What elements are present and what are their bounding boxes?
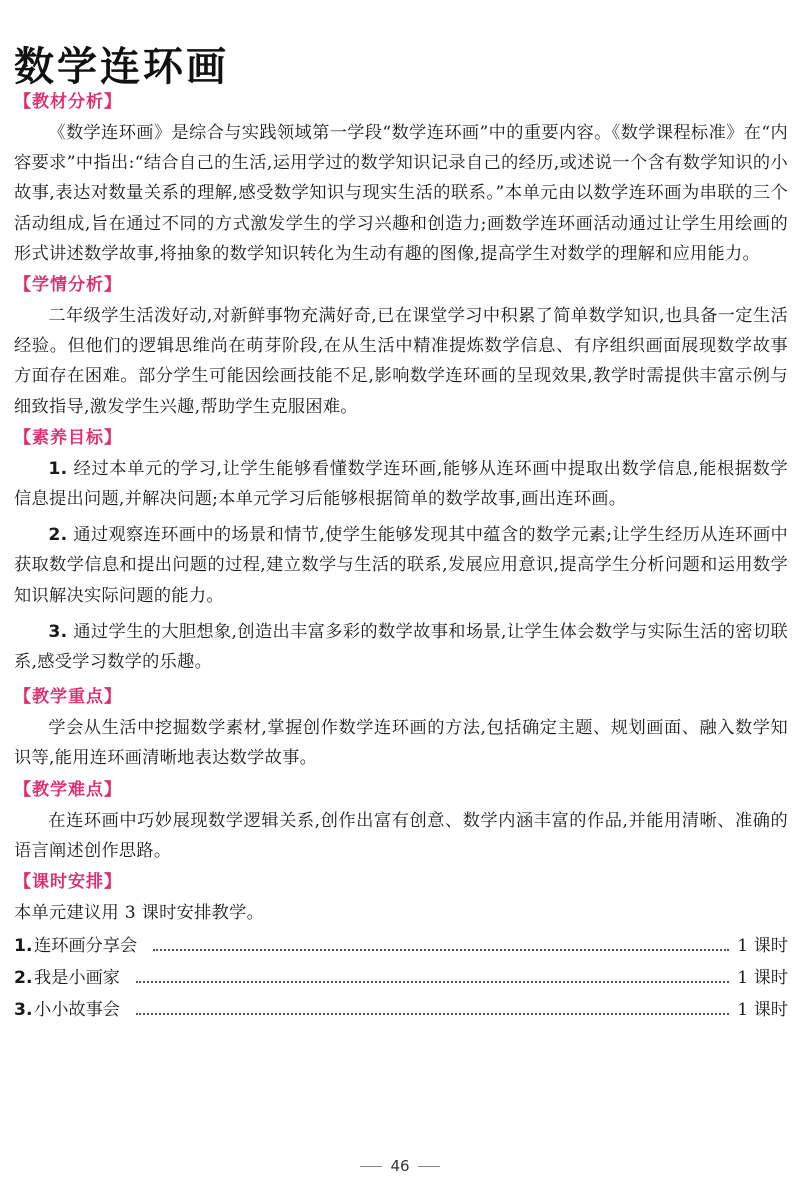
difficulties-paragraph: 在连环画中巧妙展现数学逻辑关系,创作出富有创意、数学内涵丰富的作品,并能用清晰、准确的语言阐述创作思路。 [14, 810, 788, 861]
schedule-duration: 1 课时 [737, 936, 788, 957]
section-label-textbook-analysis: 【教材分析】 [14, 92, 122, 112]
goal-item [14, 454, 788, 514]
section-teaching-difficulties [14, 776, 788, 866]
leader-dots [136, 980, 729, 983]
page-title: 数学连环画 [14, 43, 229, 90]
goal-item [14, 520, 788, 611]
goal-text: 经过本单元的学习,让学生能够看懂数学连环画,能够从连环画中提取出数学信息,能根据数学信息提出问题,并解决问题;本单元学习后能够根据简单的数学故事,画出连环画。 [14, 458, 789, 510]
schedule-list [14, 930, 788, 1026]
goal-text: 通过学生的大胆想象,创造出丰富多彩的数学故事和场景,让学生体会数学与实际生活的密切联系,感受学习数学的乐趣。 [14, 621, 789, 673]
schedule-row [14, 962, 788, 994]
footer-dash-right [418, 1166, 440, 1167]
schedule-duration: 1 课时 [737, 1000, 788, 1021]
schedule-row [14, 930, 788, 962]
section-label-key-points: 【教学重点】 [14, 687, 122, 708]
leader-dots [153, 948, 729, 951]
content [14, 88, 788, 1026]
schedule-number: 1. [14, 936, 33, 957]
section-label-schedule: 【课时安排】 [14, 872, 122, 893]
schedule-number: 2. [14, 968, 33, 989]
section-teaching-key-points [14, 683, 788, 773]
section-label-student-analysis: 【学情分析】 [14, 275, 122, 296]
schedule-lesson-name: 连环画分享会 [34, 936, 138, 957]
goal-number: 2. [48, 525, 68, 546]
schedule-row [14, 994, 788, 1026]
textbook-analysis-paragraph: 《数学连环画》是综合与实践领域第一学段“数学连环画”中的重要内容。《数学课程标准》在“内容要求”中指出:“结合自己的生活,运用学过的数学知识记录自己的经历,或述说一个含有数学知识的小故事,表达对数量关系的理解,感受数学知识与现实生活的联系。”本单元由以数学连环画为串联的三个活动组成,旨在通过不同的方式激发学生的学习兴趣和创造力;画数学连环画活动通过让学生用绘画的形式讲述数学故事,将抽象的数学知识转化为生动有趣的图像,提高学生对数学的理解和应用能力。 [14, 123, 788, 264]
section-label-difficulties: 【教学难点】 [14, 779, 122, 800]
key-points-paragraph: 学会从生活中挖掘数学素材,掌握创作数学连环画的方法,包括确定主题、规划画面、融入数学知识等,能用连环画清晰地表达数学故事。 [14, 718, 788, 769]
section-lesson-schedule [14, 868, 788, 1026]
section-textbook-analysis [14, 88, 788, 269]
student-analysis-paragraph: 二年级学生活泼好动,对新鲜事物充满好奇,已在课堂学习中积累了简单数学知识,也具备一定生活经验。但他们的逻辑思维尚在萌芽阶段,在从生活中精准提炼数学信息、有序组织画面展现数学故事方面存在困难。部分学生可能因绘画技能不足,影响数学连环画的呈现效果,教学时需提供丰富示例与细致指导,激发学生兴趣,帮助学生克服困难。 [14, 306, 788, 417]
goal-text: 通过观察连环画中的场景和情节,使学生能够发现其中蕴含的数学元素;让学生经历从连环画中获取数学信息和提出问题的过程,建立数学与生活的联系,发展应用意识,提高学生分析问题和运用数学知识解决实际问题的能力。 [14, 525, 789, 606]
section-student-analysis [14, 271, 788, 422]
page-footer [0, 1157, 800, 1175]
schedule-intro: 本单元建议用 3 课时安排教学。 [14, 903, 265, 924]
section-literacy-goals [14, 424, 788, 677]
goal-number: 1. [48, 458, 68, 479]
schedule-lesson-name: 小小故事会 [34, 1000, 120, 1021]
schedule-number: 3. [14, 1000, 33, 1021]
goal-number: 3. [48, 621, 68, 642]
leader-dots [136, 1012, 729, 1015]
schedule-duration: 1 课时 [737, 968, 788, 989]
section-label-literacy-goals: 【素养目标】 [14, 427, 122, 448]
schedule-lesson-name: 我是小画家 [34, 968, 120, 989]
goal-item [14, 617, 788, 677]
page-number: 46 [390, 1157, 410, 1175]
footer-dash-left [360, 1166, 382, 1167]
